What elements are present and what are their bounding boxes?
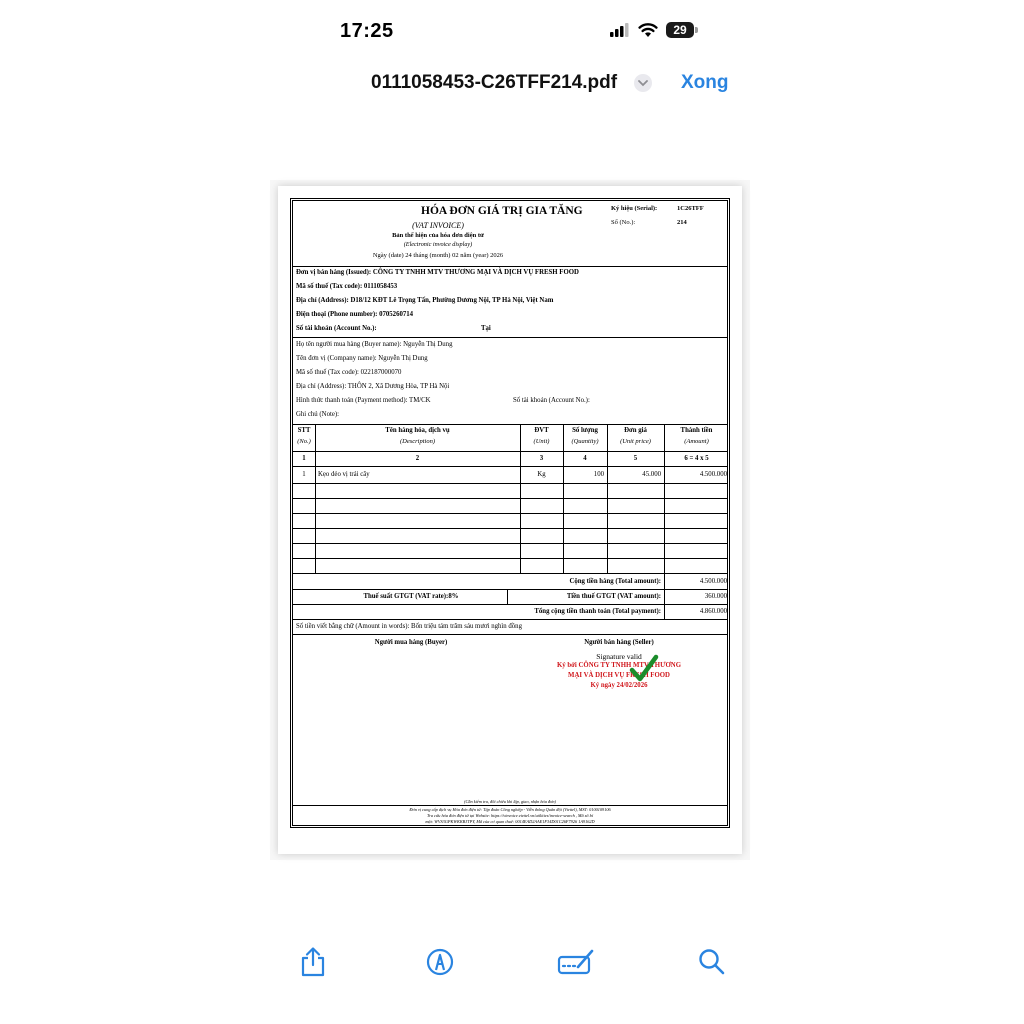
amount-in-words: Số tiền viết bằng chữ (Amount in words): Bốn triệu tám trăm sáu mươi nghìn đồng — [296, 623, 522, 630]
no-label: Số (No.): — [611, 219, 636, 226]
invoice-title-en: (VAT INVOICE) — [412, 221, 464, 230]
cellular-signal-icon — [610, 23, 630, 37]
seller-name: Đơn vị bán hàng (Issued): CÔNG TY TNHH MTV THƯƠNG MẠI VÀ DỊCH VỤ FRESH FOOD — [296, 269, 579, 276]
signed-date: Ký ngày 24/02/2026 — [590, 682, 648, 689]
col-price-en: (Unit price) — [620, 438, 651, 445]
vat-amount-label: Tiền thuế GTGT (VAT amount): — [566, 593, 661, 600]
payment-total-label: Tổng cộng tiền thanh toán (Total payment): — [534, 608, 661, 615]
vat-rate: Thuế suất GTGT (VAT rate):8% — [363, 593, 459, 600]
item-amount: 4.500.000 — [699, 471, 727, 478]
document-title[interactable]: 0111058453-C26TFF214.pdf — [371, 72, 618, 93]
col-number-1: 1 — [302, 455, 306, 462]
invoice-display-en: (Electronic invoice display) — [403, 241, 473, 248]
col-amount: Thành tiền — [680, 427, 713, 434]
invoice-display-vn: Bản thể hiện của hóa đơn điện tử — [392, 232, 484, 239]
footer-note: (Cần kiểm tra, đối chiếu khi lập, giao, nhận hóa đơn) — [464, 799, 556, 804]
col-amount-en: (Amount) — [684, 438, 709, 445]
item-qty: 100 — [593, 471, 604, 478]
seller-tax: Mã số thuế (Tax code): 0111058453 — [296, 283, 398, 290]
serial-label: Ký hiệu (Serial): — [611, 205, 658, 212]
footer-provider: Đơn vị cung cấp dịch vụ Hóa đơn điện tử: Tập đoàn Công nghiệp - Viễn thông Quân đội (Viettel), MST: 0100109106 — [409, 807, 611, 812]
footer-website: Tra cứu hóa đơn điện tử tại Website: https://vinvoice.viettel.vn/utilities/invoice-search , Mã số bí — [427, 813, 593, 818]
serial-value: 1C26TFF — [677, 205, 704, 212]
done-button[interactable]: Xong — [681, 72, 729, 93]
invoice-title: HÓA ĐƠN GIÁ TRỊ GIA TĂNG — [421, 205, 583, 217]
seller-account: Số tài khoản (Account No.): — [296, 325, 377, 332]
col-unit: ĐVT — [534, 427, 549, 434]
item-stt: 1 — [302, 471, 306, 478]
chevron-down-icon[interactable] — [634, 74, 652, 92]
buyer-company: Tên đơn vị (Company name): Nguyễn Thị Dung — [296, 355, 428, 362]
seller-account-at: Tại — [481, 325, 491, 332]
col-stt: STT — [297, 427, 311, 434]
battery-indicator: 29 — [666, 22, 694, 38]
status-bar — [0, 0, 1024, 64]
col-number-5: 5 — [633, 455, 638, 462]
col-desc: Tên hàng hóa, dịch vụ — [385, 427, 450, 434]
col-qty: Số lượng — [572, 427, 598, 434]
col-desc-en: (Description) — [399, 438, 436, 445]
vat-amount-value: 360.000 — [704, 593, 727, 600]
item-price: 45.000 — [642, 471, 661, 478]
signature-icon[interactable] — [556, 946, 596, 978]
bottom-toolbar — [0, 940, 1024, 990]
buyer-name: Họ tên người mua hàng (Buyer name): Nguyễn Thị Dung — [296, 341, 453, 348]
item-unit: Kg — [537, 471, 546, 478]
payment-total-value: 4.860.000 — [699, 608, 727, 615]
item-desc: Kẹo dẻo vị trái cây — [318, 471, 370, 478]
wifi-icon — [638, 23, 658, 38]
buyer-address: Địa chỉ (Address): THÔN 2, Xã Dương Hòa, TP Hà Nội — [296, 383, 450, 390]
invoice-header — [293, 201, 727, 267]
signature-valid: Signature valid — [596, 652, 642, 661]
share-icon[interactable] — [298, 946, 328, 978]
col-number-4: 4 — [583, 455, 587, 462]
signed-by-line1: Ký bởi CÔNG TY TNHH MTV THƯƠNG — [557, 662, 681, 669]
col-price: Đơn giá — [624, 427, 647, 434]
search-icon[interactable] — [697, 946, 727, 978]
signature-check-icon — [629, 654, 659, 684]
total-label: Cộng tiền hàng (Total amount): — [569, 578, 661, 585]
no-value: 214 — [677, 219, 687, 226]
invoice-note: Ghi chú (Note): — [296, 411, 340, 418]
seller-signature-label: Người bán hàng (Seller) — [584, 639, 654, 646]
footer-secret: mật: WVS3GPKWKKBJTPY, Mã của cơ quan thuế: 0014EAD2AAE1F34D01C26F7926 1A9162D — [425, 819, 595, 824]
invoice-date: Ngày (date) 24 tháng (month) 02 năm (year) 2026 — [372, 252, 504, 259]
payment-method: Hình thức thanh toán (Payment method): TM/CK — [296, 397, 431, 404]
seller-address: Địa chỉ (Address): D18/12 KĐT Lê Trọng Tấn, Phường Dương Nội, TP Hà Nội, Việt Nam — [296, 297, 554, 304]
col-number-6: 6 = 4 x 5 — [684, 455, 709, 462]
markup-icon[interactable] — [425, 946, 455, 978]
signed-by-line2: MẠI VÀ DỊCH VỤ FRESH FOOD — [568, 672, 670, 679]
buyer-tax: Mã số thuế (Tax code): 022187000070 — [296, 369, 402, 376]
status-time: 17:25 — [340, 20, 394, 42]
pdf-page[interactable] — [278, 186, 742, 854]
total-value: 4.500.000 — [699, 578, 727, 585]
invoice-frame — [290, 198, 730, 828]
col-stt-en: (No.) — [297, 438, 311, 445]
col-unit-en: (Unit) — [533, 438, 550, 445]
buyer-account: Số tài khoản (Account No.): — [513, 397, 590, 404]
buyer-signature-label: Người mua hàng (Buyer) — [374, 639, 448, 646]
seller-phone: Điện thoại (Phone number): 0705260714 — [296, 311, 414, 318]
status-icons — [610, 22, 694, 38]
col-number-2: 2 — [415, 455, 420, 462]
col-qty-en: (Quantity) — [571, 438, 599, 445]
col-number-3: 3 — [539, 455, 544, 462]
